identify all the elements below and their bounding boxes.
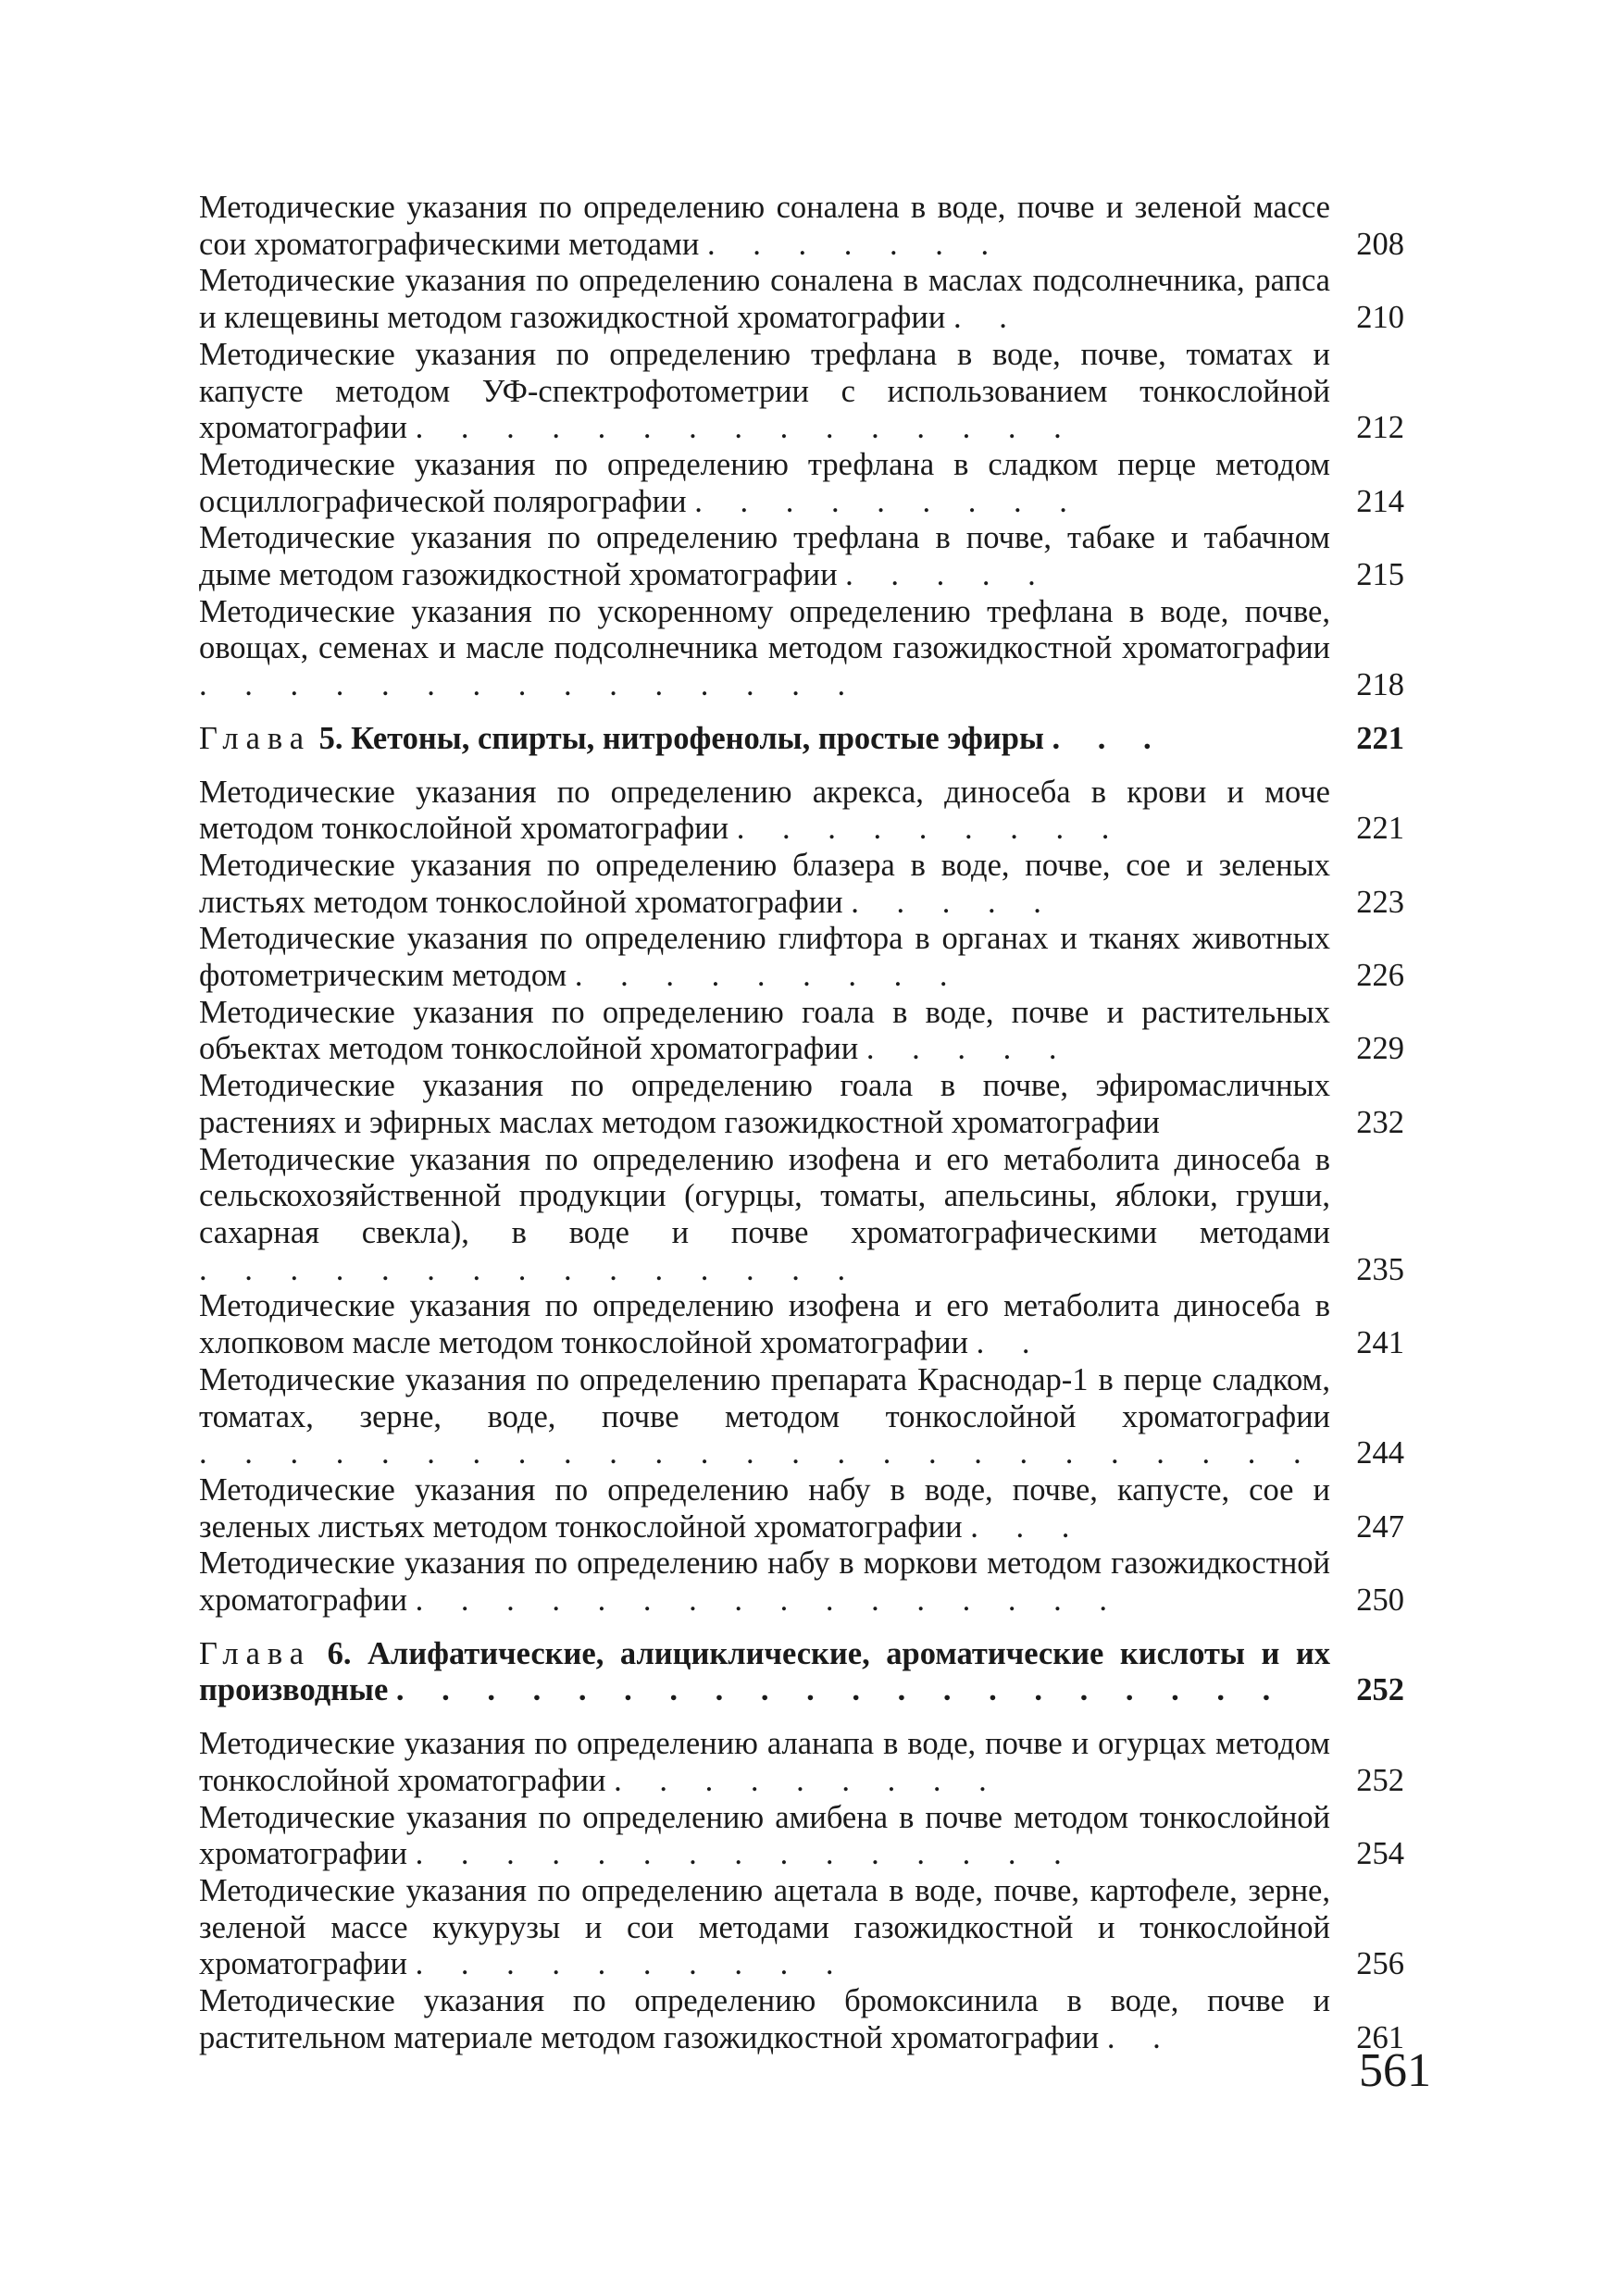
toc-entry-page: 215 (1356, 557, 1404, 593)
toc-entry (199, 1068, 1404, 1141)
toc-entry-title: Методические указания по определению соналена в воде, почве и зеленой массе сои хроматографическими методами (199, 190, 1330, 262)
toc-entry: Методические указания по определению глифтора в органах и тканях животных фотометрическим методом . . . . . . . . . 226 (199, 921, 1404, 994)
chapter-page: 221 (1356, 720, 1404, 756)
toc-entry: Методические указания по определению блазера в воде, почве, сое и зеленых листьях методом тонкослойной хроматографии . . . . . 223 (199, 847, 1404, 920)
toc-entry-page: 210 (1356, 300, 1404, 336)
toc-entry-page: 250 (1356, 1582, 1404, 1619)
toc-entry-page: 208 (1356, 226, 1404, 262)
table-of-contents (199, 190, 1404, 2056)
toc-entry-page: 223 (1356, 884, 1404, 920)
toc-entry-page: 226 (1356, 958, 1404, 994)
toc-entry-page: 244 (1356, 1435, 1404, 1471)
toc-entry-page: 256 (1356, 1946, 1404, 1982)
toc-entry-title: Методические указания по определению трефлана в почве, табаке и табачном дыме методом газожидкостной хроматографии (199, 520, 1330, 593)
toc-entry-title: Методические указания по определению набу в моркови методом газожидкостной хроматографии (199, 1545, 1330, 1619)
chapter-title: 5. Кетоны, спирты, нитрофенолы, простые эфиры (318, 720, 1044, 756)
chapter-label: Глава (199, 1635, 312, 1671)
toc-entry-page: 254 (1356, 1836, 1404, 1872)
toc-entry: Методические указания по определению ацетала в воде, почве, картофеле, зерне, зеленой массе кукурузы и сои методами газожидкостной и тонкослойной хроматографии . . . . . . . . . . 256 (199, 1872, 1404, 1982)
toc-entry-title: Методические указания по определению соналена в маслах подсолнечника, рапса и клещевины методом газожидкостной хроматографии (199, 263, 1330, 336)
toc-entry-title: Методические указания по определению бромоксинила в воде, почве и растительном материале методом газожидкостной хроматографии (199, 1983, 1330, 2055)
toc-entry-title: Методические указания по определению аланапа в воде, почве и огурцах методом тонкослойной хроматографии (199, 1726, 1330, 1798)
toc-entry-title: Методические указания по определению набу в воде, почве, капусте, сое и зеленых листьях методом тонкослойной хроматографии (199, 1471, 1330, 1545)
toc-entry-title: Методические указания по определению амибена в почве методом тонкослойной хроматографии (199, 1799, 1330, 1872)
toc-entry: Методические указания по определению соналена в воде, почве и зеленой массе сои хроматографическими методами . . . . . . . 208 (199, 190, 1404, 262)
chapter-heading: Глава 6. Алифатические, алициклические, ароматические кислоты и их производные . . . . . . . . . . . . . . . . . . . . 252 (199, 1635, 1404, 1708)
toc-entry-title: Методические указания по определению акрекса, диносеба в крови и моче методом тонкослойной хроматографии (199, 774, 1330, 847)
chapter-page: 252 (1356, 1672, 1404, 1708)
toc-entry: Методические указания по определению соналена в маслах подсолнечника, рапса и клещевины методом газожидкостной хроматографии . . 210 (199, 263, 1404, 336)
toc-entry: Методические указания по определению амибена в почве методом тонкослойной хроматографии . . . . . . . . . . . . . . . 254 (199, 1799, 1404, 1872)
toc-entry: Методические указания по определению изофена и его метаболита диносеба в сельскохозяйственной продукции (огурцы, томаты, апельсины, яблоки, груши, сахарная свекла), в воде и почве хроматографическими методами . . . . . . . . . . . . . . . 235 (199, 1141, 1404, 1287)
toc-entry-page: 235 (1356, 1251, 1404, 1287)
toc-entry-title: Методические указания по определению гоала в воде, почве и растительных объектах методом тонкослойной хроматографии (199, 994, 1330, 1067)
toc-entry-title: Методические указания по определению трефлана в воде, почве, томатах и капусте методом УФ-спектрофотометрии с использованием тонкослойной хроматографии (199, 336, 1330, 446)
toc-entry: Методические указания по определению трефлана в почве, табаке и табачном дыме методом газожидкостной хроматографии . . . . . 215 (199, 520, 1404, 593)
toc-entry: Методические указания по определению набу в моркови методом газожидкостной хроматографии . . . . . . . . . . . . . . . . 250 (199, 1545, 1404, 1619)
toc-entry: Методические указания по определению акрекса, диносеба в крови и моче методом тонкослойной хроматографии . . . . . . . . . 221 (199, 774, 1404, 847)
toc-entry-page: 232 (1356, 1104, 1404, 1140)
page-number: 561 (1359, 2044, 1431, 2097)
toc-entry-page: 218 (1356, 667, 1404, 703)
toc-entry-title: Методические указания по определению глифтора в органах и тканях животных фотометрическим методом (199, 921, 1330, 994)
toc-entry: Методические указания по определению препарата Краснодар-1 в перце сладком, томатах, зерне, воде, почве методом тонкослойной хроматографии . . . . . . . . . . . . . . . . . . . . . . . . . 244 (199, 1361, 1404, 1471)
toc-entry-page: 247 (1356, 1508, 1404, 1545)
toc-entry-title: Методические указания по определению препарата Краснодар-1 в перце сладком, томатах, зерне, воде, почве методом тонкослойной хроматографии (199, 1361, 1330, 1434)
toc-entry: Методические указания по определению набу в воде, почве, капусте, сое и зеленых листьях методом тонкослойной хроматографии . . . 247 (199, 1471, 1404, 1545)
toc-entry-title: Методические указания по определению гоала в почве, эфиромасличных растениях и эфирных маслах методом газожидкостной хроматографии (199, 1068, 1330, 1140)
toc-entry: Методические указания по определению бромоксинила в воде, почве и растительном материале методом газожидкостной хроматографии . . 261 (199, 1983, 1404, 2055)
toc-entry-title: Методические указания по ускоренному определению трефлана в воде, почве, овощах, семенах и масле подсолнечника методом газожидкостной хроматографии (199, 593, 1330, 666)
toc-entry-title: Методические указания по определению изофена и его метаболита диносеба в сельскохозяйственной продукции (огурцы, томаты, апельсины, яблоки, груши, сахарная свекла), в воде и почве хроматографическими методами (199, 1141, 1330, 1250)
toc-entry: Методические указания по определению изофена и его метаболита диносеба в хлопковом масле методом тонкослойной хроматографии . . 241 (199, 1288, 1404, 1361)
toc-entry: Методические указания по определению аланапа в воде, почве и огурцах методом тонкослойной хроматографии . . . . . . . . . 252 (199, 1726, 1404, 1798)
toc-entry-page: 229 (1356, 1031, 1404, 1067)
toc-entry: Методические указания по ускоренному определению трефлана в воде, почве, овощах, семенах и масле подсолнечника методом газожидкостной хроматографии . . . . . . . . . . . . . . . 218 (199, 593, 1404, 703)
toc-entry-page: 212 (1356, 410, 1404, 446)
chapter-label: Глава (199, 720, 312, 756)
chapter-heading: Глава 5. Кетоны, спирты, нитрофенолы, простые эфиры . . . 221 (199, 720, 1404, 756)
toc-entry-page: 252 (1356, 1762, 1404, 1798)
toc-entry-page: 241 (1356, 1325, 1404, 1361)
toc-entry-page: 261 (1356, 2019, 1404, 2055)
toc-entry: Методические указания по определению трефлана в сладком перце методом осциллографической полярографии . . . . . . . . . 214 (199, 446, 1404, 519)
toc-entry-title: Методические указания по определению ацетала в воде, почве, картофеле, зерне, зеленой массе кукурузы и сои методами газожидкостной и тонкослойной хроматографии (199, 1872, 1330, 1982)
toc-entry-page: 221 (1356, 811, 1404, 847)
toc-entry: Методические указания по определению трефлана в воде, почве, томатах и капусте методом УФ-спектрофотометрии с использованием тонкослойной хроматографии . . . . . . . . . . . . . . . 212 (199, 336, 1404, 446)
toc-entry-page: 214 (1356, 483, 1404, 519)
chapter-title: 6. Алифатические, алициклические, ароматические кислоты и их производные (199, 1635, 1331, 1708)
toc-entry-title: Методические указания по определению трефлана в сладком перце методом осциллографической полярографии (199, 446, 1330, 519)
toc-entry: Методические указания по определению гоала в воде, почве и растительных объектах методом тонкослойной хроматографии . . . . . 229 (199, 994, 1404, 1067)
toc-entry-title: Методические указания по определению блазера в воде, почве, сое и зеленых листьях методом тонкослойной хроматографии (199, 847, 1330, 920)
toc-entry-title: Методические указания по определению изофена и его метаболита диносеба в хлопковом масле методом тонкослойной хроматографии (199, 1288, 1330, 1361)
